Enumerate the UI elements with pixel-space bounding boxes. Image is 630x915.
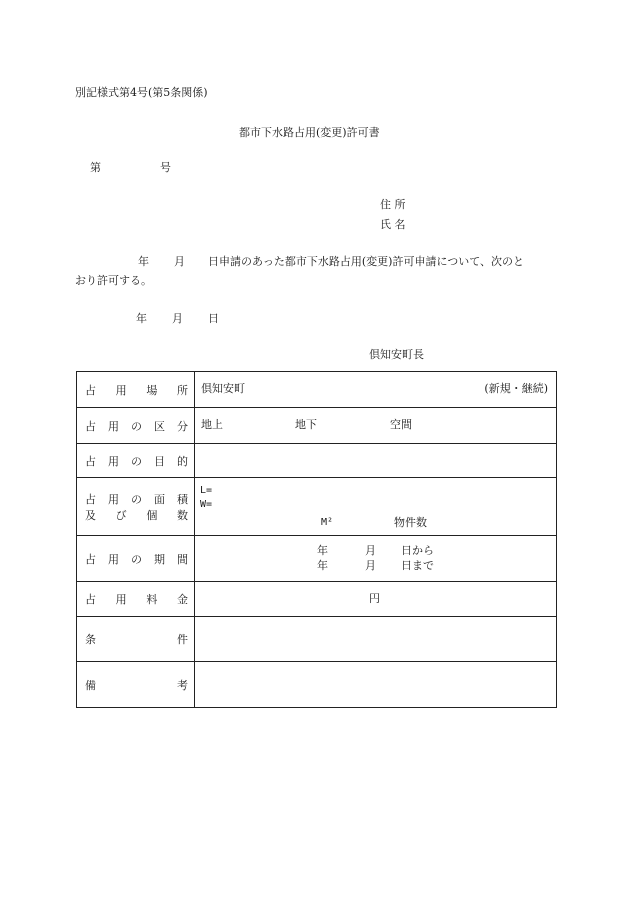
row-conditions	[77, 617, 557, 662]
label-remarks: 備 考	[85, 678, 188, 692]
issue-year: 年	[136, 312, 147, 325]
label-purpose: 占 用 の 目 的	[85, 454, 188, 468]
row-purpose	[77, 444, 557, 478]
number-go: 号	[160, 161, 171, 174]
to-month: 月	[365, 559, 376, 572]
area-unit: M²	[321, 517, 334, 528]
body-line2: おり許可する。	[75, 274, 152, 287]
row-category	[77, 408, 557, 444]
name-label: 氏 名	[380, 218, 406, 231]
cell-remarks[interactable]	[195, 662, 557, 708]
place-note: (新規・継続)	[484, 382, 548, 395]
category-option-ground[interactable]: 地上	[201, 418, 223, 431]
cell-area[interactable]	[195, 478, 557, 536]
form-number: 別記様式第4号(第5条関係)	[75, 86, 208, 99]
cell-fee[interactable]	[195, 582, 557, 617]
label-place: 占 用 場 所	[85, 383, 188, 397]
document-title: 都市下水路占用(変更)許可書	[239, 126, 380, 139]
fee-unit: 円	[369, 592, 380, 605]
category-option-air[interactable]: 空間	[390, 418, 412, 431]
body-year: 年	[138, 255, 149, 268]
width-label: W=	[200, 499, 213, 510]
row-fee	[77, 582, 557, 617]
issuer: 倶知安町長	[369, 348, 424, 361]
from-month: 月	[365, 544, 376, 557]
item-count-label: 物件数	[394, 516, 427, 529]
label-conditions: 条 件	[85, 633, 188, 646]
from-year: 年	[317, 544, 328, 557]
body-month: 月	[174, 255, 185, 268]
length-label: L=	[200, 485, 213, 496]
label-category: 占 用 の 区 分	[85, 419, 188, 433]
issue-month: 月	[172, 312, 183, 325]
label-period: 占 用 の 期 間	[85, 552, 188, 566]
cell-purpose[interactable]	[195, 444, 557, 478]
label-fee: 占 用 料 金	[85, 593, 188, 606]
category-option-underground[interactable]: 地下	[295, 418, 317, 431]
address-label: 住 所	[380, 198, 406, 211]
body-line1: 日申請のあった都市下水路占用(変更)許可申請について、次のと	[208, 255, 525, 268]
cell-category[interactable]	[195, 408, 557, 444]
row-place	[77, 372, 557, 408]
cell-place[interactable]	[195, 372, 557, 408]
row-area	[77, 478, 557, 536]
cell-period[interactable]	[195, 536, 557, 582]
row-remarks	[77, 662, 557, 708]
label-area: 占 用 の 面 積 及 び 個 数	[85, 492, 188, 522]
permit-table	[76, 371, 557, 708]
place-value: 倶知安町	[201, 382, 245, 395]
row-period	[77, 536, 557, 582]
issue-day: 日	[208, 312, 219, 325]
number-dai: 第	[90, 161, 101, 174]
cell-conditions[interactable]	[195, 617, 557, 662]
to-suffix: 日まで	[401, 559, 434, 572]
from-suffix: 日から	[401, 544, 434, 557]
to-year: 年	[317, 559, 328, 572]
